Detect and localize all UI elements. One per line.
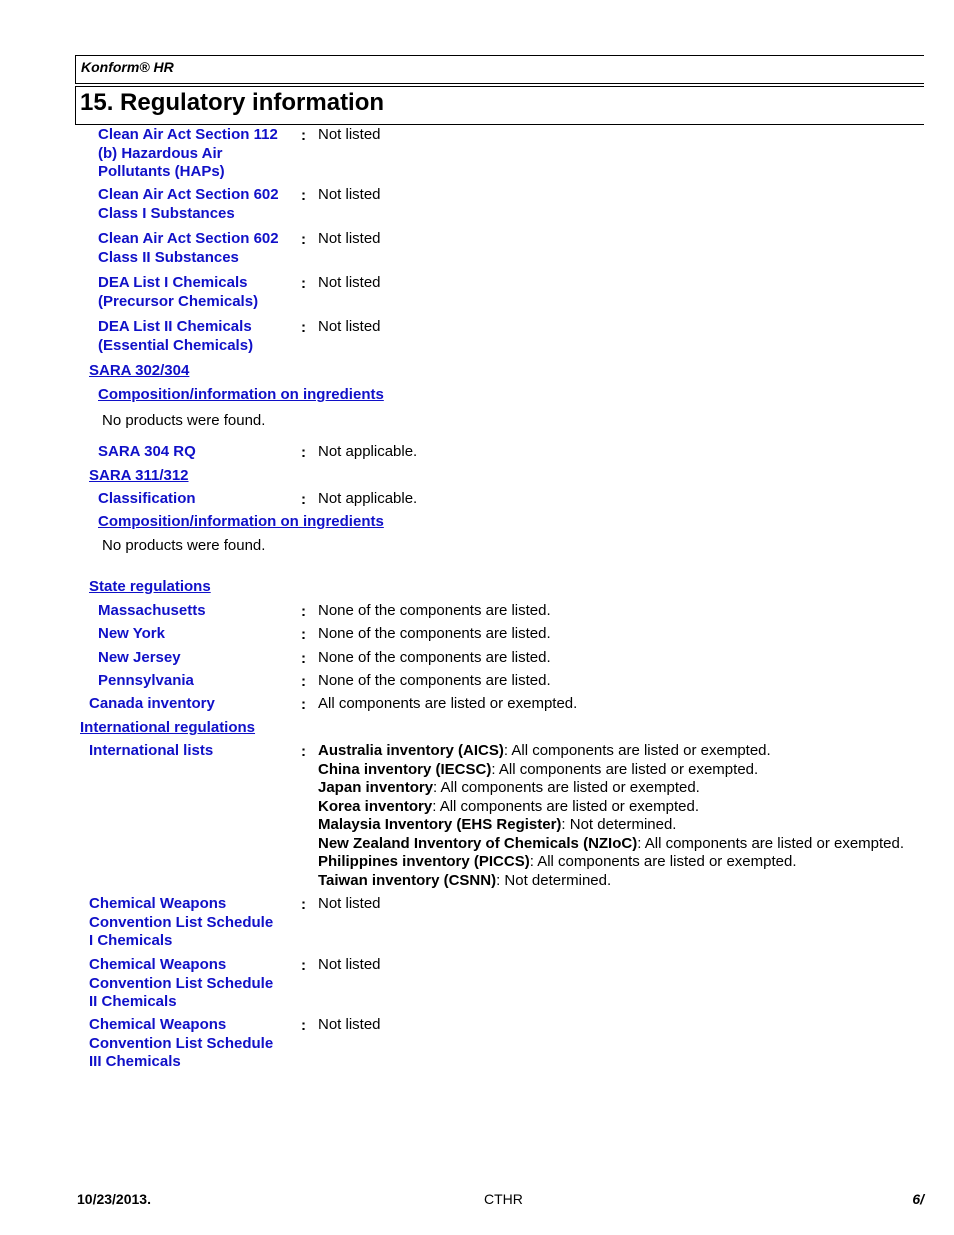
dea-list1-label: DEA List I Chemicals (Precursor Chemicals) (98, 274, 259, 310)
footer-page: 6/ (912, 1191, 924, 1207)
colon: : (301, 127, 306, 144)
sara-311-note: No products were found. (102, 537, 266, 554)
inventory-entry: Philippines inventory (PICCS): All components are listed or exempted. (318, 853, 797, 870)
caa-112-value: Not listed (318, 126, 381, 143)
colon: : (301, 673, 306, 690)
colon: : (301, 275, 306, 292)
colon: : (301, 626, 306, 643)
cwc-schedule3-value: Not listed (318, 1016, 381, 1033)
colon: : (301, 231, 306, 248)
caa-602-class1-value: Not listed (318, 186, 381, 203)
header-box (75, 55, 924, 84)
product-name: Konform® HR (81, 59, 174, 75)
state-new-jersey-value: None of the components are listed. (318, 649, 551, 666)
state-new-york-label: New York (98, 625, 165, 642)
dea-list1-value: Not listed (318, 274, 381, 291)
colon: : (301, 1017, 306, 1034)
canada-inventory-value: All components are listed or exempted. (318, 695, 578, 712)
colon: : (301, 896, 306, 913)
international-lists-label: International lists (89, 742, 214, 759)
inventory-entry: Malaysia Inventory (EHS Register): Not determined. (318, 816, 677, 833)
state-pennsylvania-label: Pennsylvania (98, 672, 194, 689)
sara-304-rq-value: Not applicable. (318, 443, 418, 460)
cwc-schedule3-label: Chemical Weapons Convention List Schedule III Chemicals (89, 1016, 274, 1070)
inventory-entry: New Zealand Inventory of Chemicals (NZIoC): All components are listed or exempted. (318, 834, 905, 852)
sara-302-composition-link[interactable]: Composition/information on ingredients (98, 386, 384, 403)
inventory-entry: Japan inventory: All components are listed or exempted. (318, 779, 700, 796)
colon: : (301, 491, 306, 508)
state-regulations-heading[interactable]: State regulations (89, 578, 211, 595)
colon: : (301, 187, 306, 204)
international-regulations-heading[interactable]: International regulations (80, 719, 256, 736)
dea-list2-value: Not listed (318, 318, 381, 335)
caa-602-class2-value: Not listed (318, 230, 381, 247)
caa-112-label: Clean Air Act Section 112 (b) Hazardous Air Pollutants (HAPs) (98, 126, 278, 180)
inventory-entry: Taiwan inventory (CSNN): Not determined. (318, 871, 612, 889)
colon: : (301, 319, 306, 336)
canada-inventory-label: Canada inventory (89, 695, 215, 712)
sara-302-heading[interactable]: SARA 302/304 (89, 362, 190, 379)
cwc-schedule1-label: Chemical Weapons Convention List Schedule I Chemicals (89, 895, 274, 949)
dea-list2-label: DEA List II Chemicals (Essential Chemicals) (98, 318, 254, 354)
colon: : (301, 743, 306, 760)
sara-311-classification-label: Classification (98, 490, 196, 507)
colon: : (301, 603, 306, 620)
sara-311-heading[interactable]: SARA 311/312 (89, 467, 189, 484)
cwc-schedule2-value: Not listed (318, 956, 381, 973)
sara-311-classification-value: Not applicable. (318, 490, 418, 507)
colon: : (301, 957, 306, 974)
international-lists (318, 742, 904, 890)
state-massachusetts-label: Massachusetts (98, 602, 206, 619)
caa-602-class1-label: Clean Air Act Section 602 Class I Substances (98, 186, 279, 222)
caa-602-class2-label: Clean Air Act Section 602 Class II Substances (98, 230, 279, 266)
sara-304-rq-label: SARA 304 RQ (98, 443, 196, 460)
inventory-entry: Korea inventory: All components are listed or exempted. (318, 797, 700, 815)
sara-302-note: No products were found. (102, 412, 266, 429)
footer-date: 10/23/2013. (77, 1191, 151, 1207)
state-new-york-value: None of the components are listed. (318, 625, 551, 642)
state-new-jersey-label: New Jersey (98, 649, 181, 666)
sara-311-composition-link[interactable]: Composition/information on ingredients (98, 513, 384, 530)
inventory-entry: China inventory (IECSC): All components are listed or exempted. (318, 760, 759, 778)
section-title: 15. Regulatory information (80, 89, 385, 116)
state-massachusetts-value: None of the components are listed. (318, 602, 551, 619)
colon: : (301, 650, 306, 667)
colon: : (301, 696, 306, 713)
state-pennsylvania-value: None of the components are listed. (318, 672, 551, 689)
cwc-schedule2-label: Chemical Weapons Convention List Schedule II Chemicals (89, 956, 274, 1010)
cwc-schedule1-value: Not listed (318, 895, 381, 912)
footer-code: CTHR (484, 1191, 523, 1207)
inventory-entry: Australia inventory (AICS): All components are listed or exempted. (318, 742, 771, 759)
colon: : (301, 444, 306, 461)
